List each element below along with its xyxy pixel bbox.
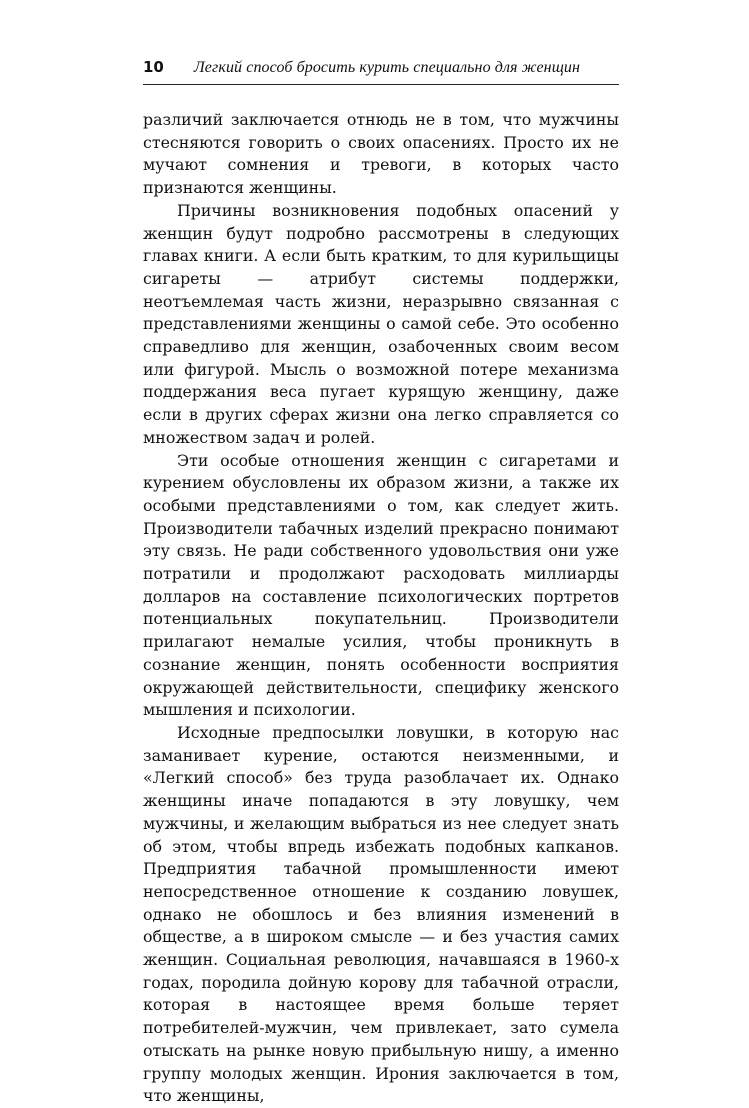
paragraph: Эти особые отношения женщин с сигаретами и курением обусловлены их образом жизни, а также их особыми представлениями о том, как следует жить. Производители табачных изделий прекрасно понимают эту связь. Не ради собственного удовольствия они уже потратили и продолжают расходовать миллиарды долларов на составление психологических портретов потенциальных покупательниц. Производители прилагают немалые усилия, чтобы проникнуть в сознание женщин, понять особенности восприятия окружающей действительности, специфику женского мышления и психологии. bbox=[143, 450, 619, 720]
paragraph: Исходные предпосылки ловушки, в которую нас заманивает курение, остаются неизменными, и «Легкий способ» без труда разоблачает их. Однако женщины иначе попадаются в эту ловушку, чем мужчины, и желающим выбраться из нее следует знать об этом, чтобы впредь избежать подобных капканов. Предприятия табачной промышленности имеют непосредственное отношение к созданию ловушек, однако не обошлось и без влияния изменений в обществе, а в широком смысле — и без участия самих женщин. Социальная революция, начавшаяся в 1960-х годах, породила дойную корову для табачной отрасли, которая в настоящее время больше теряет потребителей-мужчин, чем привлекает, зато сумела отыскать на рынке новую прибыльную нишу, а именно группу молодых женщин. Ирония заключается в том, что женщины, bbox=[143, 722, 619, 1106]
paragraph-continued: различий заключается отнюдь не в том, что мужчины стесняются говорить о своих опасениях. Просто их не мучают сомнения и тревоги, в которых часто признаются женщины. bbox=[143, 110, 619, 198]
running-title: Легкий способ бросить курить специально для женщин bbox=[193, 59, 581, 76]
paragraph: Причины возникновения подобных опасений у женщин будут подробно рассмотрены в следующих главах книги. А если быть кратким, то для курильщицы сигареты — атрибут системы поддержки, неотъемлемая часть жизни, неразрывно связанная с представлениями женщины о самой себе. Это особенно справедливо для женщин, озабоченных своим весом или фигурой. Мысль о возможной потере механизма поддержания веса пугает курящую женщину, даже если в других сферах жизни она легко справляется со множеством задач и ролей. bbox=[143, 200, 619, 447]
running-header bbox=[143, 58, 619, 85]
page-number: 10 bbox=[143, 58, 164, 76]
body-text bbox=[143, 109, 619, 1108]
book-page bbox=[143, 58, 619, 1108]
